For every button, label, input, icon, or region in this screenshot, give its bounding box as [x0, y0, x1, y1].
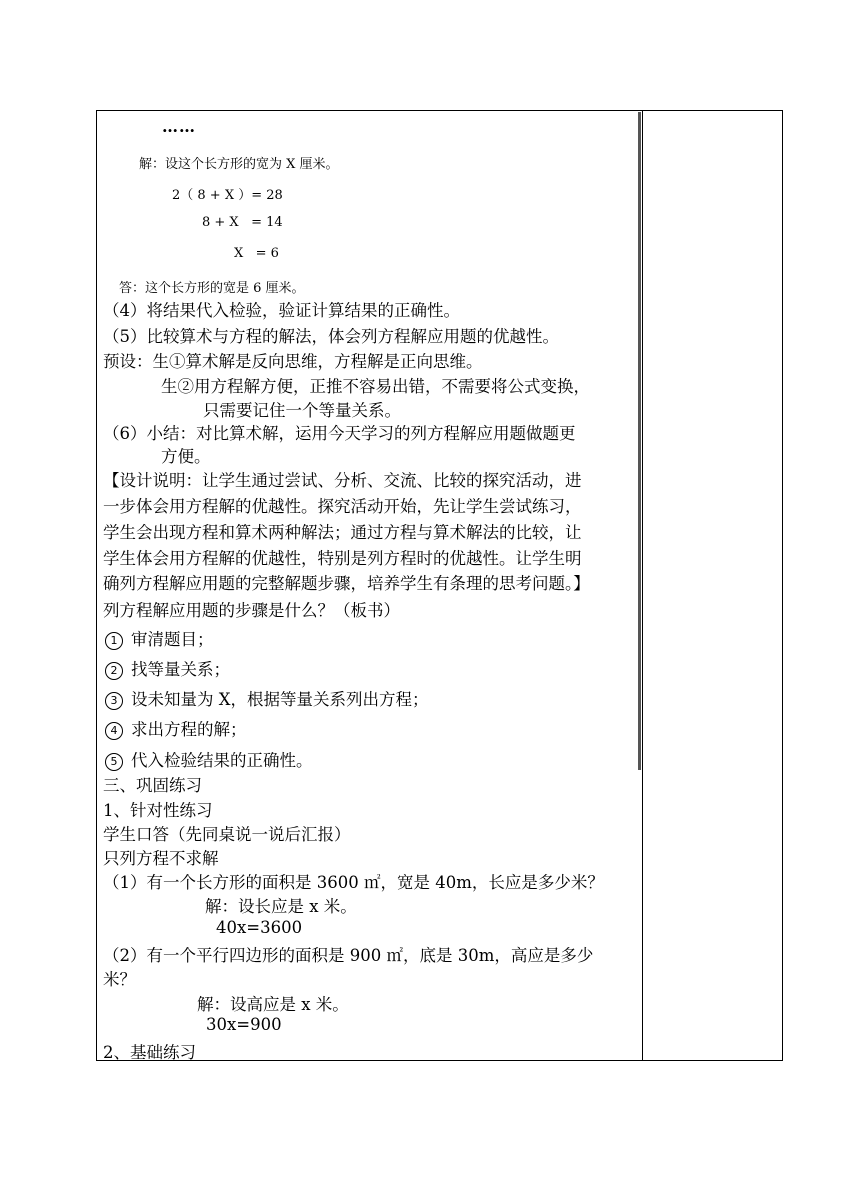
design-note-line: 【设计说明：让学生通过尝试、分析、交流、比较的探究活动，进 — [103, 471, 582, 490]
practice-heading: 2、基础练习 — [103, 1043, 196, 1062]
circled-number: 5 — [105, 753, 123, 771]
step-text: 代入检验结果的正确性。 — [131, 751, 313, 770]
design-note-line: 确列方程解应用题的完整解题步骤，培养学生有条理的思考问题。】 — [103, 574, 590, 593]
summary-line-2: 方便。 — [161, 447, 211, 466]
section-heading: 三、巩固练习 — [103, 776, 202, 795]
circled-number: 1 — [105, 632, 123, 650]
oral-instruction: 学生口答（先同桌说一说后汇报） — [103, 825, 351, 844]
step-item — [105, 716, 247, 740]
preset-line-1: 预设：生①算术解是反向思维，方程解是正向思维。 — [103, 352, 483, 371]
step-text: 求出方程的解； — [131, 720, 247, 739]
steps-question: 列方程解应用题的步骤是什么？（板书） — [103, 601, 400, 620]
question-2-solution: 解：设高应是 x 米。 — [197, 995, 349, 1014]
summary-line-1: （6）小结：对比算术解，运用今天学习的列方程解应用题做题更 — [103, 424, 576, 443]
column-divider — [642, 110, 643, 1061]
design-note-line: 一步体会用方程解的优越性。探究活动开始，先让学生尝试练习， — [103, 497, 582, 516]
step-text: 找等量关系； — [131, 660, 230, 679]
step-item — [105, 626, 214, 650]
question-1: （1）有一个长方形的面积是 3600 ㎡，宽是 40m，长应是多少米？ — [103, 873, 604, 892]
step-4: （4）将结果代入检验，验证计算结果的正确性。 — [103, 301, 460, 320]
step-text: 设未知量为 X，根据等量关系列出方程； — [131, 690, 429, 709]
design-note-line: 学生会出现方程和算术两种解法；通过方程与算术解法的比较，让 — [103, 523, 582, 542]
question-2-line-2: 米？ — [103, 970, 136, 989]
question-2-equation: 30x=900 — [206, 1015, 282, 1034]
step-item — [105, 686, 429, 710]
sample-solution: 解：设这个长方形的宽为 X 厘米。 — [139, 157, 339, 172]
question-1-equation: 40x=3600 — [216, 918, 303, 937]
sample-equation-3: X = 6 — [234, 246, 279, 261]
circled-number: 4 — [105, 722, 123, 740]
step-5: （5）比较算术与方程的解法，体会列方程解应用题的优越性。 — [103, 327, 559, 346]
sample-equation-2: 8 + X = 14 — [202, 215, 283, 230]
preset-line-2: 生②用方程解方便，正推不容易出错，不需要将公式变换， — [161, 377, 590, 396]
question-2-line-1: （2）有一个平行四边形的面积是 900 ㎡，底是 30m，高应是多少 — [103, 946, 594, 965]
step-text: 审清题目； — [131, 630, 214, 649]
step-item — [105, 656, 230, 680]
column-edge-bar — [638, 112, 641, 770]
ellipsis: …… — [162, 117, 196, 136]
circled-number: 2 — [105, 662, 123, 680]
instruction: 只列方程不求解 — [103, 849, 219, 868]
sample-equation-1: 2（ 8 + X ）= 28 — [172, 188, 283, 203]
design-note-line: 学生体会用方程解的优越性，特别是列方程时的优越性。让学生明 — [103, 549, 582, 568]
sample-answer: 答：这个长方形的宽是 6 厘米。 — [119, 281, 305, 296]
practice-heading: 1、针对性练习 — [103, 801, 213, 820]
step-item — [105, 747, 313, 771]
circled-number: 3 — [105, 692, 123, 710]
preset-line-3: 只需要记住一个等量关系。 — [203, 401, 401, 420]
question-1-solution: 解：设长应是 x 米。 — [205, 897, 357, 916]
